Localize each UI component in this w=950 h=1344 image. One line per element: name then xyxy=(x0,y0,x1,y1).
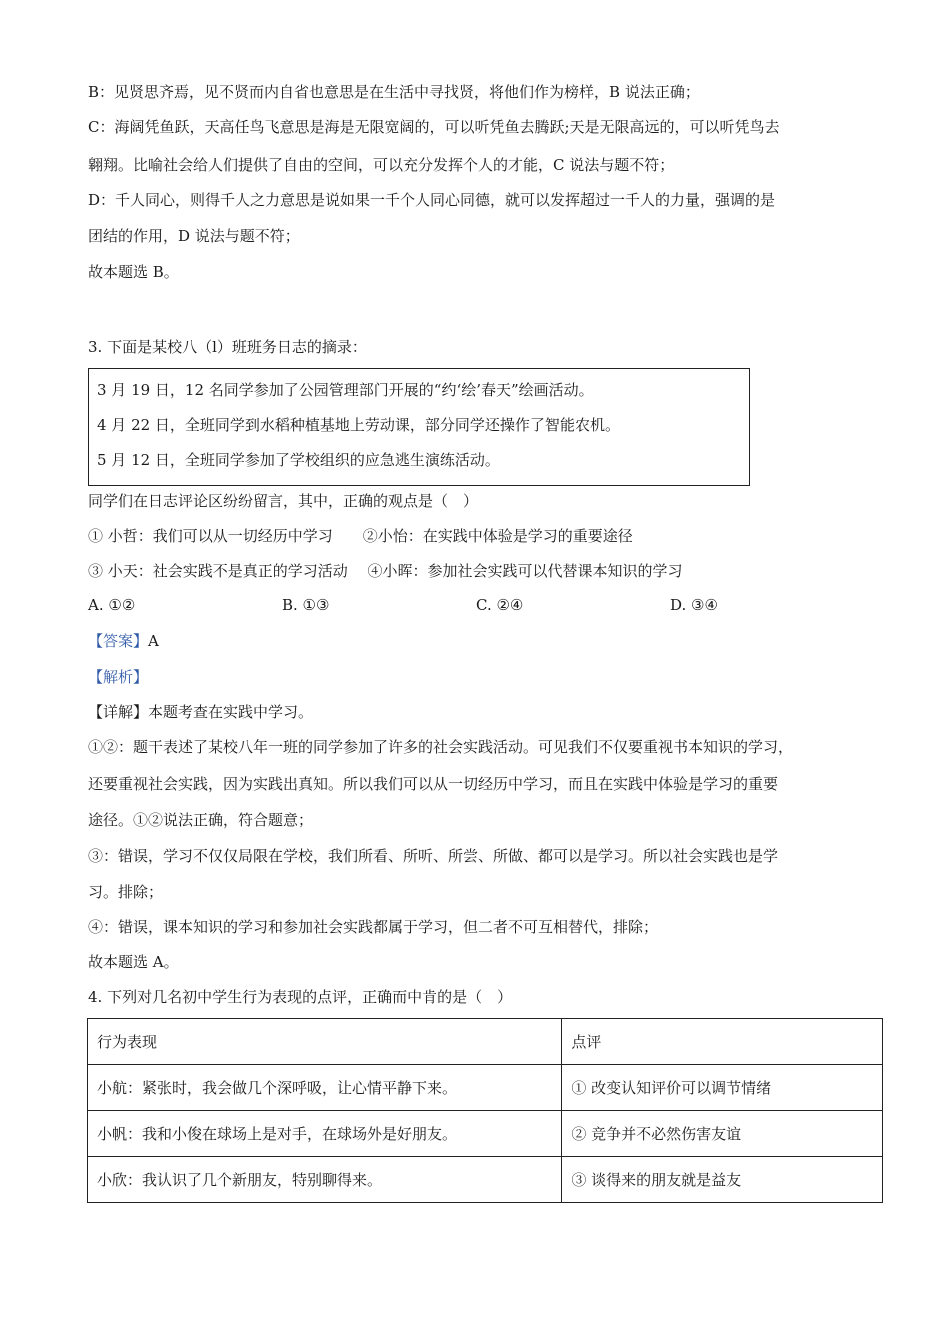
q3-log-entry: 5 月 12 日，全班同学参加了学校组织的应急逃生演练活动。 xyxy=(97,451,500,469)
table-header-cell: 行为表现 xyxy=(88,1019,562,1065)
q3-log-box xyxy=(88,368,750,486)
q3-log-entry: 4 月 22 日，全班同学到水稻种植基地上劳动课，部分同学还操作了智能农机。 xyxy=(97,416,620,434)
q3-detail-line: 途径。①②说法正确，符合题意； xyxy=(88,811,314,829)
q2-conclusion: 故本题选 B。 xyxy=(88,263,179,281)
table-cell-comment: ③ 谈得来的朋友就是益友 xyxy=(562,1157,883,1203)
analysis-label: 【解析】 xyxy=(88,668,149,686)
q3-detail-line: ①②：题干表述了某校八年一班的同学参加了许多的社会实践活动。可见我们不仅要重视书本知识的学习， xyxy=(88,738,794,756)
table-cell-behavior: 小帆：我和小俊在球场上是对手，在球场外是好朋友。 xyxy=(88,1111,562,1157)
q3-option-b: B. ①③ xyxy=(282,596,330,614)
q3-detail-line: ③：错误，学习不仅仅局限在学校，我们所看、所听、所尝、所做、都可以是学习。所以社会实践也是学 xyxy=(88,847,779,865)
q4-table xyxy=(87,1018,883,1203)
q3-stem: 3. 下面是某校八（l）班班务日志的摘录： xyxy=(88,338,367,356)
q3-statements-row2: ③ 小天：社会实践不是真正的学习活动 ④小晖：参加社会实践可以代替课本知识的学习 xyxy=(88,562,683,580)
q4-stem: 4. 下列对几名初中学生行为表现的点评，正确而中肯的是（ ） xyxy=(88,988,513,1006)
table-row xyxy=(88,1065,883,1111)
q3-detail-line: ④：错误，课本知识的学习和参加社会实践都属于学习，但二者不可互相替代，排除； xyxy=(88,918,659,936)
answer-value: A xyxy=(148,632,159,650)
q2-explanation-d-line2: 团结的作用，D 说法与题不符； xyxy=(88,227,300,245)
q3-detail-line: 习。排除； xyxy=(88,883,164,901)
table-row xyxy=(88,1157,883,1203)
q3-option-c: C. ②④ xyxy=(476,596,524,614)
table-row xyxy=(88,1111,883,1157)
q3-answer xyxy=(88,631,159,651)
table-cell-comment: ① 改变认知评价可以调节情绪 xyxy=(562,1065,883,1111)
q2-explanation-d-line1: D：千人同心，则得千人之力意思是说如果一千个人同心同德，就可以发挥超过一千人的力量，强调的是 xyxy=(88,191,776,209)
q2-explanation-b: B：见贤思齐焉，见不贤而内自省也意思是在生活中寻找贤，将他们作为榜样，B 说法正确； xyxy=(88,83,700,101)
q3-option-a: A. ①② xyxy=(88,596,136,614)
table-header-cell: 点评 xyxy=(562,1019,883,1065)
q3-option-d: D. ③④ xyxy=(670,596,718,614)
table-cell-behavior: 小航：紧张时，我会做几个深呼吸，让心情平静下来。 xyxy=(88,1065,562,1111)
answer-label: 【答案】 xyxy=(88,632,149,650)
q3-detail-line: 【详解】本题考查在实践中学习。 xyxy=(88,703,314,721)
q3-statements-row1: ① 小哲：我们可以从一切经历中学习 ②小怡：在实践中体验是学习的重要途径 xyxy=(88,527,633,545)
q3-detail-line: 还要重视社会实践，因为实践出真知。所以我们可以从一切经历中学习，而且在实践中体验是学习的重要 xyxy=(88,775,779,793)
table-header-row xyxy=(88,1019,883,1065)
q2-explanation-c-line2: 翱翔。比喻社会给人们提供了自由的空间，可以充分发挥个人的才能，C 说法与题不符； xyxy=(88,156,675,174)
table-cell-behavior: 小欣：我认识了几个新朋友，特别聊得来。 xyxy=(88,1157,562,1203)
q3-detail-line: 故本题选 A。 xyxy=(88,953,179,971)
q2-explanation-c-line1: C：海阔凭鱼跃，天高任鸟飞意思是海是无限宽阔的，可以听凭鱼去腾跃;天是无限高远的，可以听凭鸟去 xyxy=(88,118,780,136)
table-cell-comment: ② 竞争并不必然伤害友谊 xyxy=(562,1111,883,1157)
q3-log-entry: 3 月 19 日，12 名同学参加了公园管理部门开展的“约‘绘’春天”绘画活动。 xyxy=(97,381,594,399)
q3-question: 同学们在日志评论区纷纷留言，其中，正确的观点是（ ） xyxy=(88,492,479,510)
